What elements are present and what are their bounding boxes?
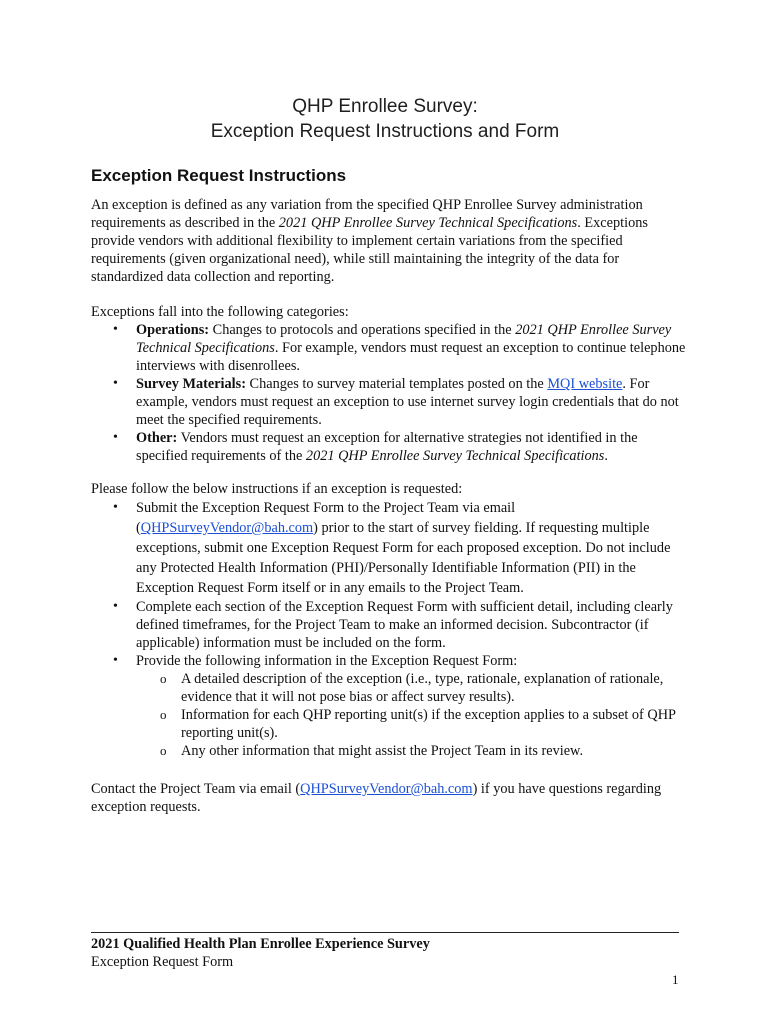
instruction-submit xyxy=(91,498,691,598)
category-text: Changes to survey material templates posted on the xyxy=(245,376,548,392)
sub-list-item: o A detailed description of the exception (i.e., type, rationale, explanation of rationale, evidence that it will not pose bias or affect survey results). xyxy=(136,670,691,706)
category-spec-title: 2021 QHP Enrollee Survey Technical Specifications xyxy=(136,322,672,356)
email-link[interactable]: QHPSurveyVendor@bah.com xyxy=(300,781,473,797)
category-survey-materials xyxy=(91,375,691,429)
intro-paragraph xyxy=(91,196,691,286)
category-text: Vendors must request an exception for alternative strategies not identified in the specified requirements of the xyxy=(136,430,638,464)
category-label: Operations: xyxy=(136,322,210,338)
contact-paragraph xyxy=(91,780,691,816)
category-other xyxy=(91,429,691,465)
instruction-text: ) prior to the start of survey fielding. If requesting multiple exceptions, submit one Exception Request Form for each proposed exception. Do not include any Protected Health Information (PHI)/Personally Identifiable Information (PII) in the Exception Request Form itself or in any emails to the Project Team. xyxy=(136,520,671,596)
instruction-provide xyxy=(91,652,691,760)
email-link[interactable]: QHPSurveyVendor@bah.com xyxy=(140,520,314,536)
footer-survey-title: 2021 Qualified Health Plan Enrollee Experience Survey xyxy=(91,936,430,952)
section-heading: Exception Request Instructions xyxy=(91,166,347,185)
contact-text: Contact the Project Team via email ( xyxy=(91,781,301,797)
sub-list-item: o Information for each QHP reporting unit(s) if the exception applies to a subset of QHP reporting unit(s). xyxy=(136,706,691,742)
intro-text-2: . Exceptions provide vendors with additional flexibility to implement certain variations from the specified requirements (given organizational need), while still maintaining the integrity of the data for standardized data collection and reporting. xyxy=(91,215,648,285)
contact-text: ) if you have questions regarding exception requests. xyxy=(91,781,662,815)
footer-form-name: Exception Request Form xyxy=(91,954,234,970)
provide-sub-list xyxy=(136,670,691,760)
category-text: . For example, vendors must request an exception to continue telephone interviews with disenrollees. xyxy=(136,340,686,374)
category-text: . xyxy=(604,448,608,464)
sub-list-item: o Any other information that might assist the Project Team in its review. xyxy=(136,742,691,760)
footer-divider xyxy=(91,932,679,933)
category-label: Survey Materials: xyxy=(136,376,246,392)
category-spec-title: 2021 QHP Enrollee Survey Technical Specifications xyxy=(305,448,605,464)
category-text: . For example, vendors must request an exception to use internet survey login credentials that do not meet the specified requirements. xyxy=(136,376,679,428)
intro-text-1: An exception is defined as any variation from the specified QHP Enrollee Survey administration requirements as described in the xyxy=(91,197,643,231)
instruction-text: Submit the Exception Request Form to the Project Team via email ( xyxy=(136,500,516,536)
document-title-line-2: Exception Request Instructions and Form xyxy=(210,121,560,142)
instruction-text: Provide the following information in the Exception Request Form: xyxy=(136,653,518,669)
instructions-lead: Please follow the below instructions if an exception is requested: xyxy=(91,481,463,497)
page-number: 1 xyxy=(672,972,679,987)
categories-list xyxy=(91,321,691,465)
document-title-line-1: QHP Enrollee Survey: xyxy=(292,96,478,117)
category-operations xyxy=(91,321,691,375)
category-text: Changes to protocols and operations specified in the xyxy=(209,322,516,338)
instruction-complete: • Complete each section of the Exception Request Form with sufficient detail, including clearly defined timeframes, for the Project Team to make an informed decision. Subcontractor (if applicable) information must be included on the form. xyxy=(91,598,691,652)
category-label: Other: xyxy=(136,430,178,446)
instructions-list xyxy=(91,498,691,760)
intro-spec-title: 2021 QHP Enrollee Survey Technical Specifications xyxy=(278,215,578,231)
mqi-website-link[interactable]: MQI website xyxy=(547,376,623,392)
categories-lead: Exceptions fall into the following categories: xyxy=(91,304,349,320)
